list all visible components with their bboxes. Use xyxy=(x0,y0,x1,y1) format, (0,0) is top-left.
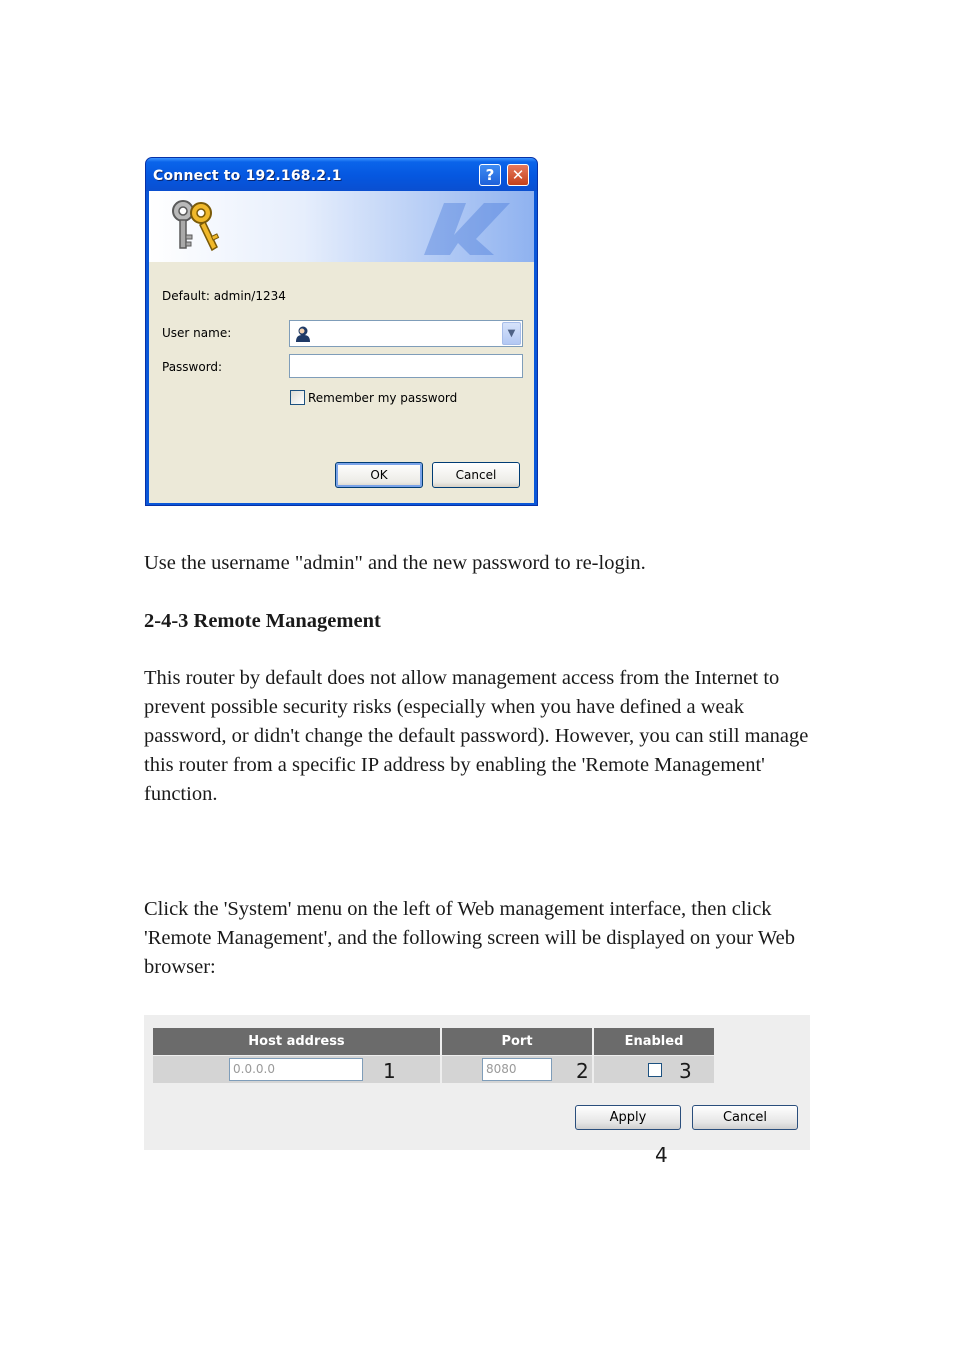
username-combobox[interactable] xyxy=(289,320,523,347)
section-heading: 2-4-3 Remote Management xyxy=(144,610,381,632)
user-icon xyxy=(294,325,310,342)
help-button[interactable]: ? xyxy=(479,164,501,186)
host-address-header: Host address xyxy=(153,1028,440,1055)
callout-3: 3 xyxy=(679,1059,692,1083)
login-dialog xyxy=(145,157,538,506)
cancel-button[interactable]: Cancel xyxy=(432,462,520,488)
default-credentials-hint: Default: admin/1234 xyxy=(162,289,286,303)
host-address-input[interactable]: 0.0.0.0 xyxy=(229,1058,363,1081)
remember-password-checkbox[interactable] xyxy=(290,390,305,405)
port-header: Port xyxy=(442,1028,592,1055)
enabled-cell xyxy=(594,1056,714,1083)
enabled-header: Enabled xyxy=(594,1028,714,1055)
instructions-paragraph: Click the 'System' menu on the left of Web management interface, then click 'Remote Management', and the following screen will be displayed on your Web browser: xyxy=(144,898,795,978)
remote-management-panel xyxy=(144,1015,810,1150)
password-label: Password: xyxy=(162,360,223,374)
banner-decoration-icon xyxy=(414,195,524,259)
dialog-banner xyxy=(149,191,534,262)
rm-cancel-button[interactable]: Cancel xyxy=(692,1105,798,1130)
dialog-body xyxy=(149,262,534,503)
callout-4: 4 xyxy=(655,1143,668,1167)
callout-1: 1 xyxy=(383,1059,396,1083)
port-cell xyxy=(442,1056,592,1083)
remember-password-label[interactable]: Remember my password xyxy=(308,391,458,405)
dialog-title: Connect to 192.168.2.1 xyxy=(153,168,342,184)
enabled-checkbox[interactable] xyxy=(648,1063,662,1077)
dropdown-arrow-icon[interactable]: ▼ xyxy=(502,322,521,345)
apply-button[interactable]: Apply xyxy=(575,1105,681,1130)
dialog-titlebar[interactable] xyxy=(146,158,537,191)
keys-icon xyxy=(167,197,225,255)
relogin-paragraph: Use the username "admin" and the new password to re-login. xyxy=(144,552,646,574)
close-button[interactable]: ✕ xyxy=(507,164,529,186)
password-field[interactable] xyxy=(289,354,523,378)
host-address-cell xyxy=(153,1056,440,1083)
callout-2: 2 xyxy=(576,1059,589,1083)
ok-button[interactable]: OK xyxy=(335,462,423,488)
port-input[interactable]: 8080 xyxy=(482,1058,552,1081)
intro-paragraph: This router by default does not allow management access from the Internet to prevent possible security risks (especially when you have defined a weak password, or didn't change the default password). However, you can still manage this router from a specific IP address by enabling the 'Remote Management' function. xyxy=(144,667,809,805)
username-label: User name: xyxy=(162,326,232,340)
